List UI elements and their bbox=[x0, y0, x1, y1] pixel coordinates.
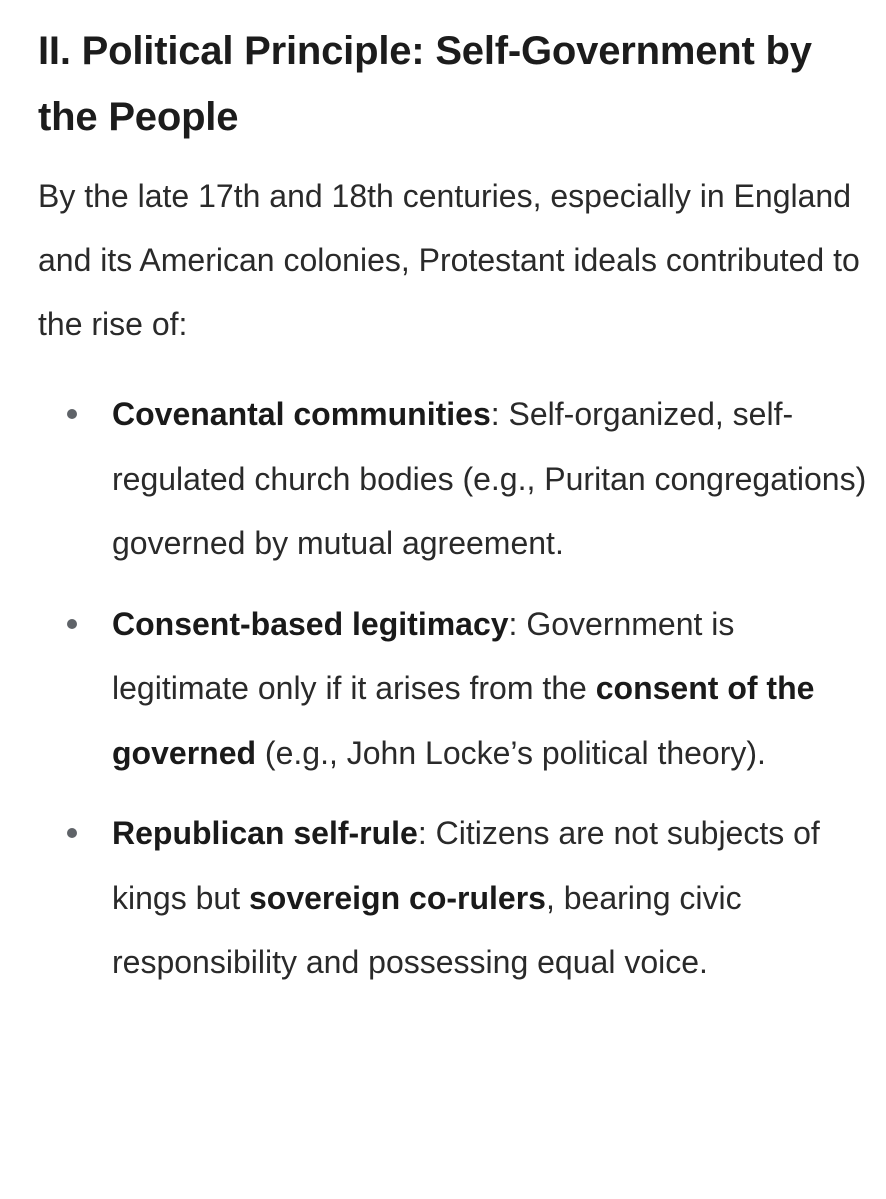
item-text-continued: , bearing civic responsibility and possessing equal voice. bbox=[112, 879, 742, 980]
bullet-dot-icon bbox=[67, 409, 77, 419]
emphasis-text: consent of the governed bbox=[112, 670, 815, 771]
term-separator: : bbox=[490, 396, 500, 432]
term-label: Consent-based legitimacy bbox=[112, 605, 509, 642]
document-body bbox=[38, 0, 868, 1011]
bullet-dot-icon bbox=[67, 619, 77, 629]
list-item-consent-based-legitimacy bbox=[38, 592, 868, 786]
item-text: Citizens are not subjects of kings but bbox=[112, 815, 820, 916]
item-text-continued: (e.g., John Locke’s political theory). bbox=[256, 734, 766, 771]
bullet-list bbox=[38, 382, 868, 995]
item-text: Self-organized, self-regulated church bodies (e.g., Puritan congregations) governed by mutual agreement. bbox=[112, 396, 867, 561]
term-label: Covenantal communities bbox=[112, 396, 491, 432]
section-heading: II. Political Principle: Self-Government by the People bbox=[38, 29, 812, 139]
term-label: Republican self-rule bbox=[112, 815, 418, 851]
list-item-republican-self-rule bbox=[38, 801, 868, 995]
item-text: Government is legitimate only if it arises from the bbox=[112, 605, 735, 706]
bullet-dot-icon bbox=[67, 828, 77, 838]
emphasis-text: sovereign co-rulers bbox=[248, 879, 546, 916]
term-separator: : bbox=[417, 815, 427, 851]
term-separator: : bbox=[508, 605, 518, 642]
list-item-covenantal-communities bbox=[38, 382, 868, 576]
intro-paragraph: By the late 17th and 18th centuries, especially in England and its American colonies, Protestant ideals contributed to the rise of: bbox=[38, 178, 860, 342]
